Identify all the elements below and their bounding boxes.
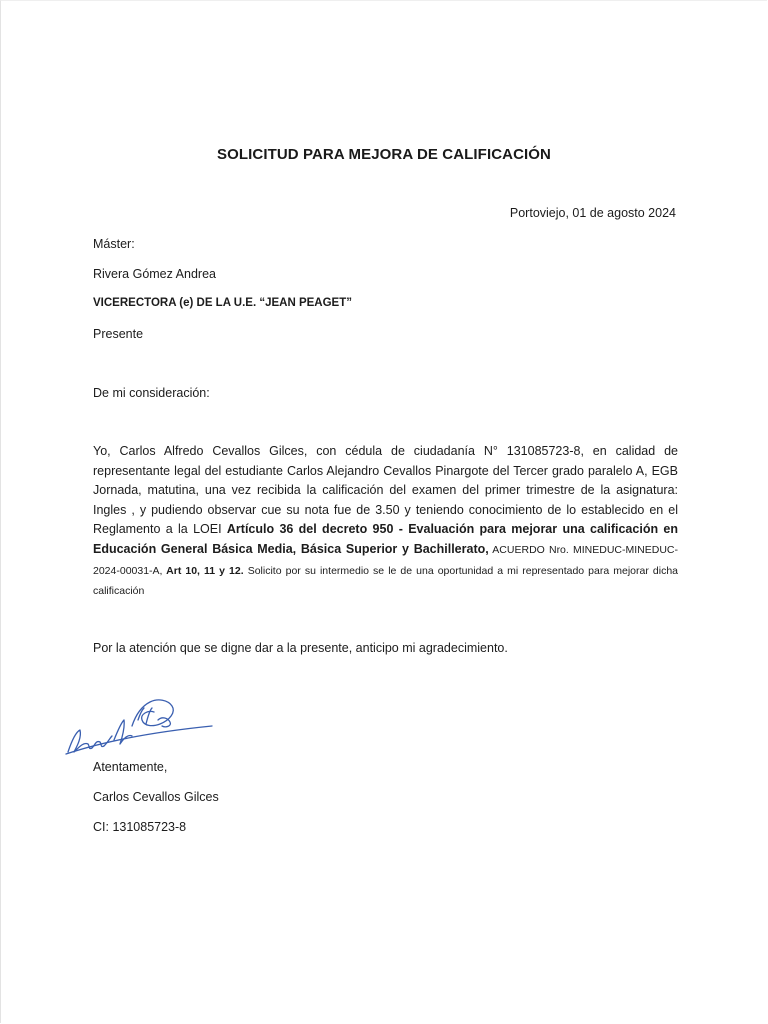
recipient-position: VICERECTORA (e) DE LA U.E. “JEAN PEAGET” xyxy=(93,297,352,309)
signoff: Atentamente, xyxy=(93,760,168,774)
body-text-1: Yo, Carlos Alfredo Cevallos Gilces, con cédula de ciudadanía N° 131085723-8, en calidad de representante legal del estudiante Carlos Alejandro Cevallos Pinargote del Tercer grado paralelo A, EGB Jornada, matutina, una vez recibida la calificación del examen del primer trimestre de la asignatura: Ingles , y pudiendo observar cue su nota fue de 3.50 y teniendo conocimiento de lo establecido en el Reglamento a la LOEI xyxy=(93,444,678,537)
body-text-bold-article: Artículo 36 del decreto 950 - Evaluación para mejorar una calificación en Educación General Básica Media, Básica Superior y Bachillerato, xyxy=(93,522,678,556)
closing-line: Por la atención que se digne dar a la presente, anticipo mi agradecimiento. xyxy=(93,641,508,655)
signer-id: CI: 131085723-8 xyxy=(93,820,187,834)
recipient-present: Presente xyxy=(93,327,144,341)
handwritten-signature xyxy=(62,680,222,760)
recipient-honorific: Máster: xyxy=(93,237,135,251)
body-text-agreement: ACUERDO Nro. MINEDUC-MINEDUC-2024-00031-A, xyxy=(93,543,678,577)
place-date: Portoviejo, 01 de agosto 2024 xyxy=(509,206,676,220)
signer-name: Carlos Cevallos Gilces xyxy=(93,790,219,804)
body-paragraph xyxy=(93,442,678,602)
greeting: De mi consideración: xyxy=(93,386,210,400)
body-text-bold-articles: Art 10, 11 y 12. xyxy=(162,564,244,577)
document-title: SOLICITUD PARA MEJORA DE CALIFICACIÓN xyxy=(217,146,551,163)
recipient-name: Rivera Gómez Andrea xyxy=(93,267,216,281)
body-text-request: Solicito por su intermedio se le de una oportunidad a mi representado para mejorar dicha calificación xyxy=(93,564,678,598)
